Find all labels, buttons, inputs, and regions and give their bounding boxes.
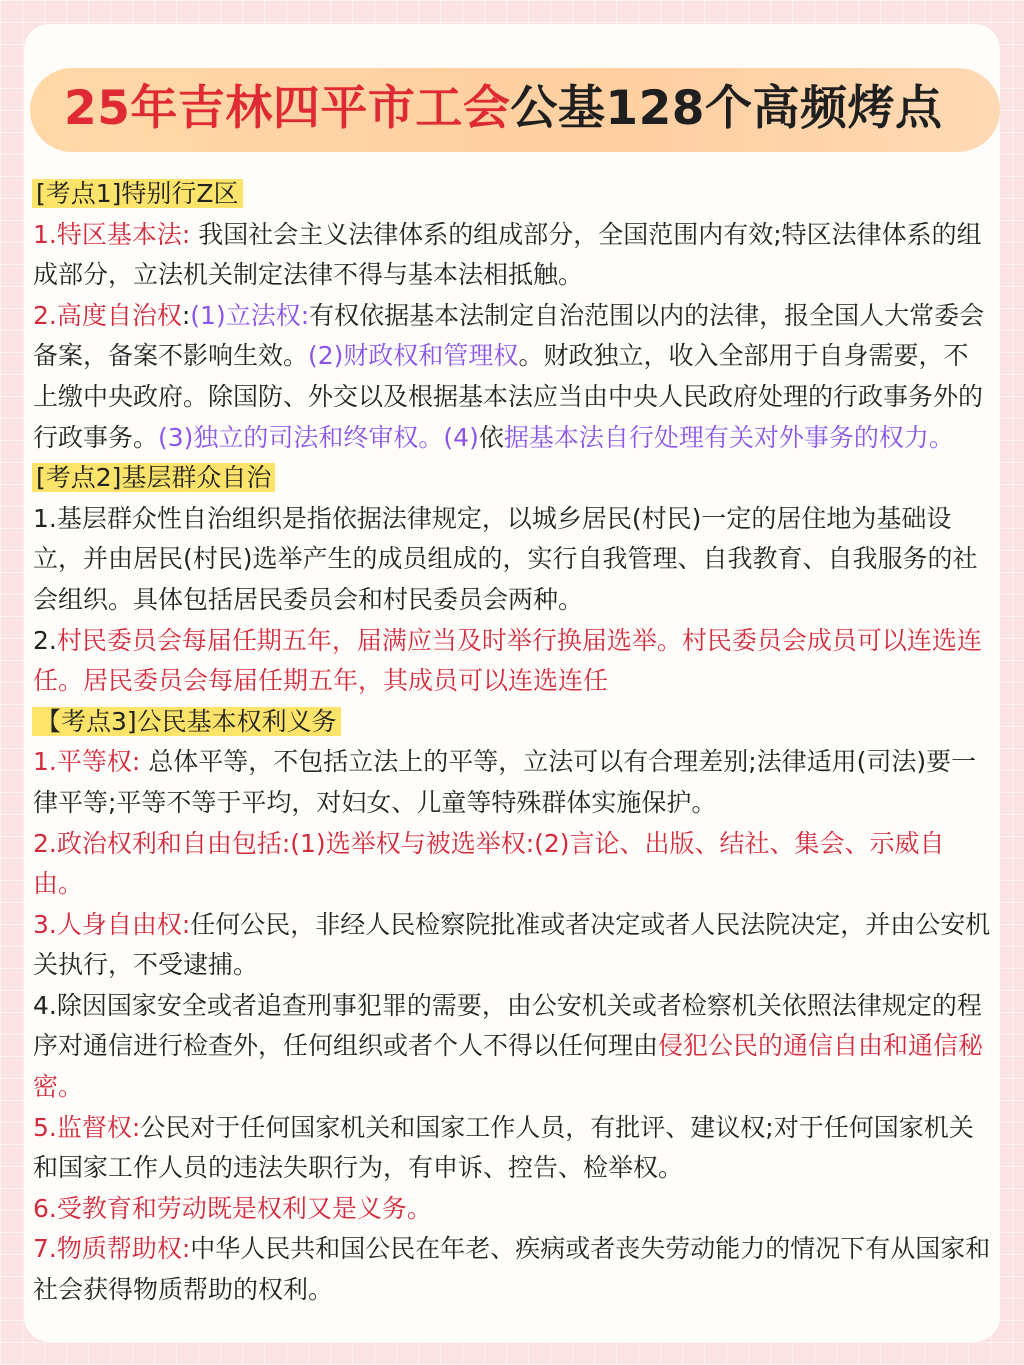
section-1-header: [考点1]特别行Z区 — [32, 179, 243, 208]
s3-item-5 — [33, 1108, 993, 1189]
notes-body — [33, 174, 993, 1311]
s3-item-2: 2.政治权利和自由包括:(1)选举权与被选举权:(2)言论、出版、结社、集会、示威自由。 — [33, 828, 945, 899]
s3-item-3-label: 3.人身自由权: — [33, 909, 191, 939]
s3-item-5-text: 公民对于任何国家机关和国家工作人员，有批评、建议权;对于任何国家机关和国家工作人员的违法失职行为，有申诉、控告、检举权。 — [33, 1112, 974, 1183]
s1-item-2d: 据基本法自行处理有关对外事务的权力。 — [503, 422, 954, 452]
content-card — [24, 24, 1000, 1342]
s3-item-7-text: 中华人民共和国公民在年老、疾病或者丧失劳动能力的情况下有从国家和社会获得物质帮助的权利。 — [33, 1234, 991, 1305]
s1-item-2a-text: 有权依据基本法制定自治范围以内的法律，报全国人大常委会备案，备案不影响生效。 — [33, 300, 985, 371]
s1-item-2c: (3)独立的司法和终审权。(4) — [158, 422, 479, 452]
s1-item-2b-text: 。财政独立，收入全部用于自身需要，不上缴中央政府。除国防、外交以及根据基本法应当由中央人民政府处理的行政事务外的行政事务。 — [33, 341, 984, 452]
title-red-part: 25年吉林四平市工会 — [64, 81, 511, 136]
s2-item-1: 1.基层群众性自治组织是指依据法律规定，以城乡居民(村民)一定的居住地为基础设立，并由居民(村民)选举产生的成员组成的，实行自我管理、自我教育、自我服务的社会组织。具体包括居民委员会和村民委员会两种。 — [33, 503, 978, 614]
s3-item-1 — [33, 742, 993, 823]
s3-item-7 — [33, 1229, 993, 1310]
s1-item-2-label: 2.高度自治权 — [33, 300, 182, 330]
s3-item-1-label: 1.平等权: — [33, 747, 149, 777]
s3-item-6: 6.受教育和劳动既是权利又是义务。 — [33, 1193, 432, 1223]
page-title — [64, 76, 1004, 142]
s1-item-1-label: 1.特区基本法: — [33, 219, 199, 249]
s1-item-2c-dark: 依 — [478, 422, 504, 452]
s1-item-2b-label: (2)财政权和管理权 — [308, 341, 519, 371]
title-dark-part: 公基128个高频烤点 — [510, 81, 943, 136]
s1-item-1-text: 我国社会主义法律体系的组成部分，全国范围内有效;特区法律体系的组成部分，立法机关制定法律不得与基本法相抵触。 — [33, 219, 982, 290]
s3-item-3-text: 任何公民，非经人民检察院批准或者决定或者人民法院决定，并由公安机关执行，不受逮捕。 — [33, 909, 991, 980]
s3-item-4-text: 4.除因国家安全或者追查刑事犯罪的需要，由公安机关或者检察机关依照法律规定的程序对通信进行检查外，任何组织或者个人不得以任何理由 — [33, 990, 982, 1061]
section-2-header: [考点2]基层群众自治 — [32, 463, 275, 492]
s3-item-3 — [33, 905, 993, 986]
s3-item-4 — [33, 986, 993, 1108]
s3-item-4-highlight: 侵犯公民的通信自由和通信秘密。 — [33, 1031, 984, 1102]
s1-item-2 — [33, 296, 993, 458]
s1-item-2-colon: : — [181, 300, 191, 330]
s2-item-2 — [33, 621, 993, 702]
section-3-header: 【考点3]公民基本权利义务 — [32, 707, 341, 736]
s2-item-2-text: 村民委员会每届任期五年，届满应当及时举行换届选举。村民委员会成员可以连选连任。居民委员会每届任期五年，其成员可以连选连任 — [33, 625, 982, 696]
s3-item-5-label: 5.监督权: — [33, 1112, 141, 1142]
s3-item-7-label: 7.物质帮助权: — [33, 1234, 191, 1264]
s2-item-2-num: 2. — [33, 625, 57, 655]
s1-item-2a-label: (1)立法权: — [190, 300, 310, 330]
s1-item-1 — [33, 215, 993, 296]
s3-item-1-text: 总体平等，不包括立法上的平等，立法可以有合理差别;法律适用(司法)要一律平等;平等不等于平均，对妇女、儿童等特殊群体实施保护。 — [33, 747, 977, 817]
